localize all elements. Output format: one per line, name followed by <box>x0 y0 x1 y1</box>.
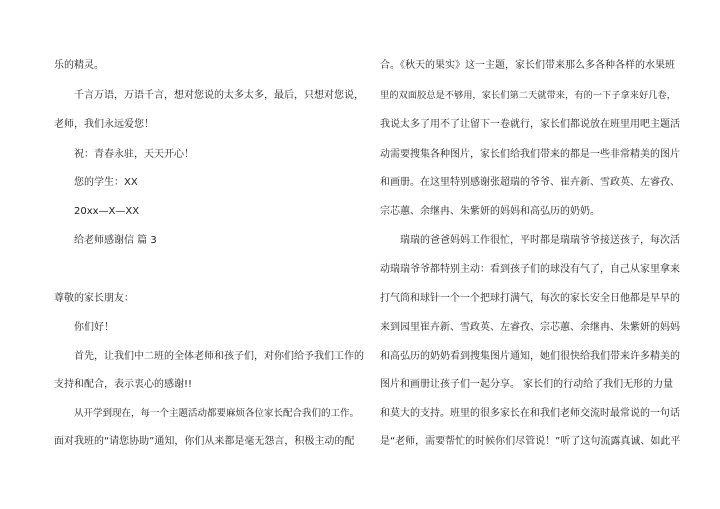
right-column <box>380 0 680 509</box>
left-column <box>54 0 366 509</box>
paragraph-line: 面对我班的“请您协助”通知，你们从来都是毫无怨言，积极主动的配 <box>54 436 355 447</box>
paragraph-line: 首先，让我们中二班的全体老师和孩子们，对你们给予我们工作的 <box>74 351 364 362</box>
paragraph-line: 从开学到现在，每一个主题活动都要麻烦各位家长配合我们的工作。 <box>74 408 360 419</box>
paragraph-line: 图片和画册让孩子们一起分享。 家长们的行动给了我们无形的力量 <box>380 379 674 390</box>
section-title: 给老师感谢信 篇 3 <box>74 235 157 246</box>
paragraph-line: 动需要搜集各种图片，家长们给我们带来的都是一些非常精美的图片 <box>380 149 680 160</box>
salutation: 尊敬的家长朋友： <box>54 293 134 304</box>
paragraph-line: 千言万语，万语千言，想对您说的太多太多，最后，只想对您说， <box>74 90 364 101</box>
paragraph-line: 里的双面胶总是不够用，家长们第二天就带来，有的一下子拿来好几卷， <box>380 90 676 101</box>
paragraph-line: 我说太多了用不了让留下一卷就行，家长们都说放在班里用吧主题活 <box>380 119 680 130</box>
paragraph-line: 打气筒和球针一个一个把球打满气，每次的家长安全日他都是早早的 <box>380 293 680 304</box>
paragraph-line: 宗芯蕙、余继冉、朱紫妍的妈妈和高弘历的奶奶。 <box>380 206 600 217</box>
paragraph-line: 和画册。在这里特别感谢张超瑞的爷爷、崔卉新、雪政英、左睿孜、 <box>380 177 680 188</box>
paragraph-line: 动瑞瑞爷爷都特别主动：看到孩子们的球没有气了，自己从家里拿来 <box>380 264 680 275</box>
paragraph-line: 瑞瑞的爸爸妈妈工作很忙，平时都是瑞瑞爷爷接送孩子，每次活 <box>400 235 680 246</box>
paragraph-line: 合。《秋天的果实》这一主题，家长们带来那么多各种各样的水果班 <box>380 60 675 71</box>
paragraph-line: 和莫大的支持。班里的很多家长在和我们老师交流时最常说的一句话 <box>380 408 680 419</box>
greeting: 你们好！ <box>74 322 114 333</box>
signature-line: 您的学生：XX <box>74 177 138 188</box>
paragraph-line: 支持和配合，表示衷心的感谢!! <box>54 379 193 390</box>
paragraph-line: 乐的精灵。 <box>54 60 104 71</box>
date-line: 20xx—X—XX <box>74 206 140 217</box>
paragraph-line: 和高弘历的奶奶看到搜集图片通知，她们很快给我们带来许多精美的 <box>380 351 680 362</box>
paragraph-line: 是“老师，需要帮忙的时候你们尽管说！”听了这句流露真诚、如此平 <box>380 436 681 447</box>
paragraph-line: 老师，我们永远爱您！ <box>54 119 154 130</box>
paragraph-line: 来到园里崔卉新、雪政英、左睿孜、宗芯蕙、余继冉、朱紫妍的妈妈 <box>380 322 680 333</box>
closing-wish: 祝：青春永驻，天天开心！ <box>74 149 194 160</box>
